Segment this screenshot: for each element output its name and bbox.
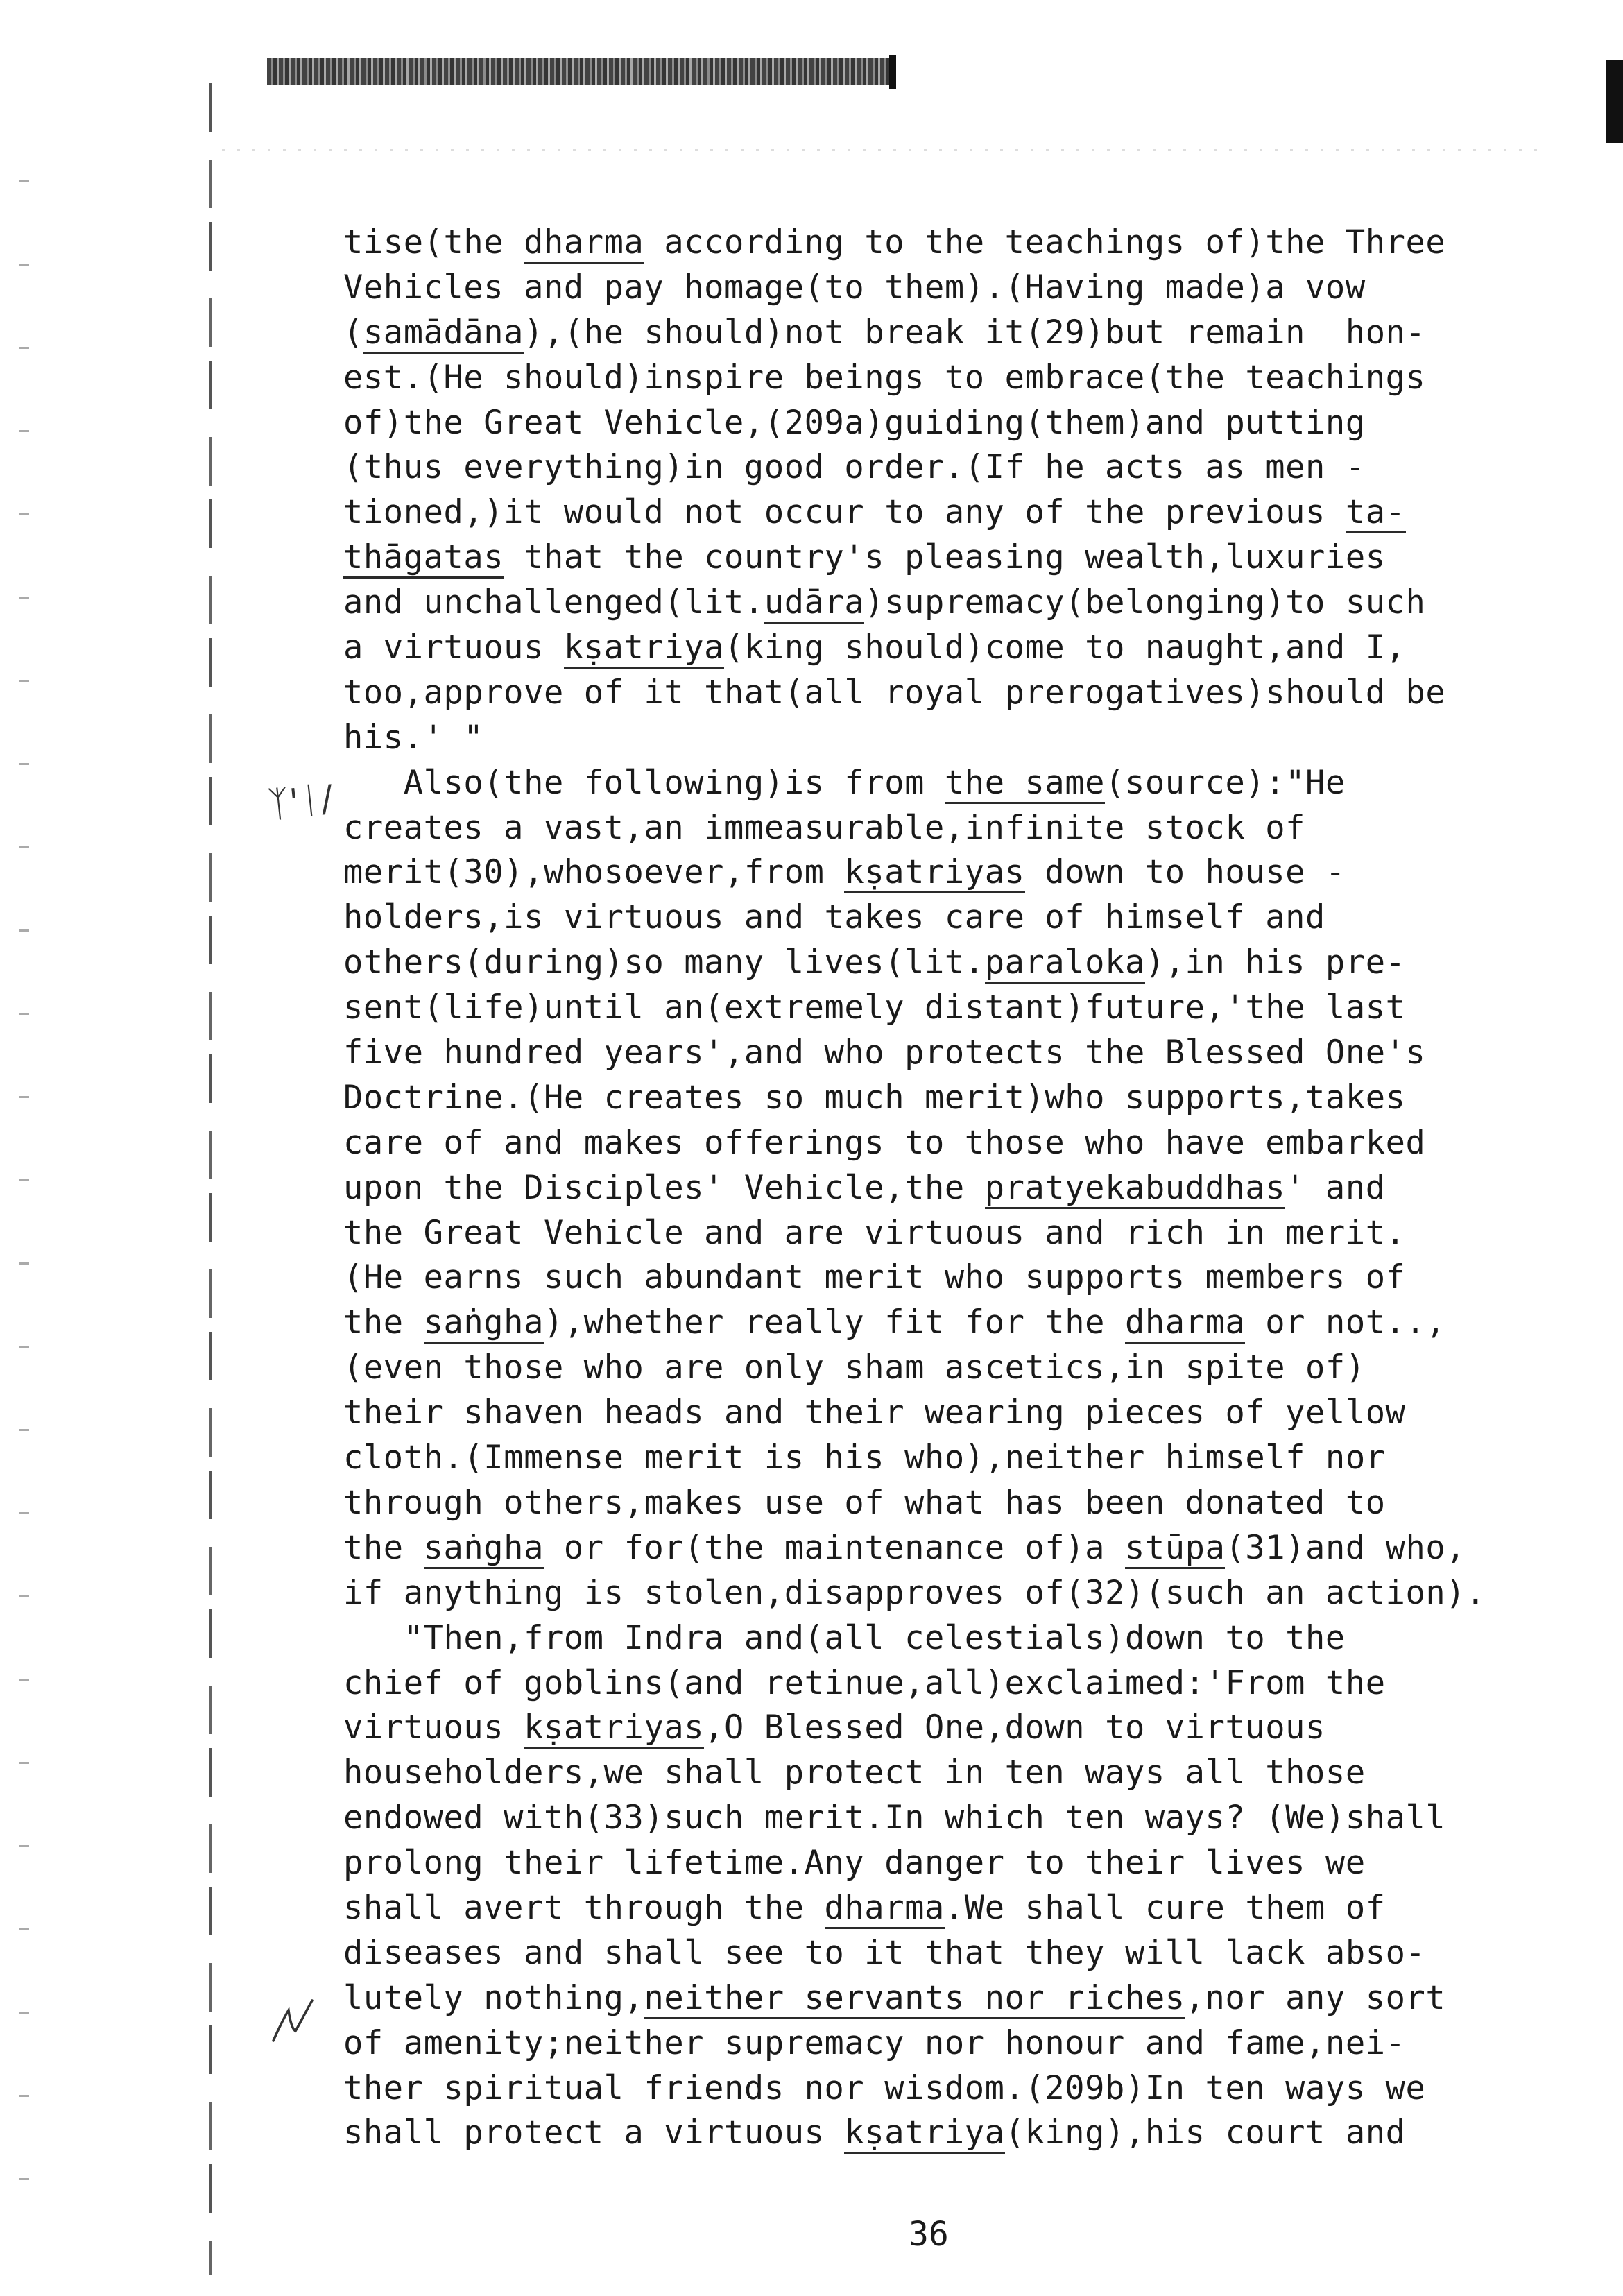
text-line [343,1256,1599,1301]
text-run: ),(he should)not break it(29)but remain hon- [524,313,1426,352]
text-line [343,1346,1599,1391]
text-line [343,1031,1599,1076]
text-run: Doctrine.(He creates so much merit)who supports,takes [343,1078,1406,1117]
underlined-term: paraloka [985,943,1145,984]
underlined-term: saṅgha [424,1529,544,1569]
text-line [343,1751,1599,1796]
text-run: (31)and who, [1225,1528,1466,1567]
text-run: )supremacy(belonging)to such [864,583,1426,622]
text-run: sent(life)until an(extremely distant)future,'the last [343,988,1406,1027]
text-line [343,581,1599,626]
text-run: merit(30),whosoever,from [343,853,845,892]
text-run: that the country's pleasing wealth,luxuries [504,538,1386,577]
body-text [343,221,1599,2156]
underlined-term: the same [945,764,1105,804]
scan-top-dotted-line [222,149,1540,151]
handwritten-margin-note: ᛉ'ᛁ/ [266,778,336,826]
text-run: shall protect a virtuous [343,2114,845,2152]
text-run: of amenity;neither supremacy nor honour and fame,nei- [343,2023,1406,2062]
text-line [343,1526,1599,1571]
text-line [343,536,1599,581]
underlined-term: samādāna [363,314,524,354]
text-run: a virtuous [343,628,564,667]
text-line [343,1301,1599,1346]
scan-header-strip [267,58,895,85]
text-line [343,1436,1599,1481]
text-run: chief of goblins(and retinue,all)exclaimed:'From the [343,1663,1386,1702]
text-run: through others,makes use of what has been donated to [343,1483,1386,1522]
text-run: (thus everything)in good order.(If he acts as men - [343,448,1366,487]
text-run: Also(the following)is from [343,763,945,802]
text-line [343,1841,1599,1886]
text-run: down to house - [1024,853,1346,892]
text-line [343,1706,1599,1751]
text-line [343,311,1599,356]
text-run: ),whether really fit for the [543,1303,1125,1342]
text-line [343,401,1599,446]
text-run: shall avert through the [343,1888,825,1927]
text-line [343,266,1599,311]
underlined-term: stūpa [1125,1529,1225,1569]
text-run: lutely nothing, [343,1978,644,2017]
text-line [343,1481,1599,1526]
text-run: diseases and shall see to it that they will lack abso- [343,1933,1426,1972]
text-run: of)the Great Vehicle,(209a)guiding(them)and putting [343,403,1366,442]
text-run: the Great Vehicle and are virtuous and rich in merit. [343,1213,1406,1252]
text-run: cloth.(Immense merit is his who),neither himself nor [343,1439,1386,1477]
text-line [343,941,1599,986]
text-line [343,1886,1599,1931]
text-run: tioned,)it would not occur to any of the previous [343,493,1346,532]
text-run: or not.., [1245,1303,1446,1342]
text-run: ),in his pre- [1144,943,1406,982]
page-number: 36 [909,2215,949,2254]
text-line [343,1121,1599,1166]
text-run: (even those who are only sham ascetics,in spite of) [343,1348,1366,1387]
text-run: (king),his court and [1004,2114,1406,2152]
text-run: ,nor any sort [1185,1978,1446,2017]
text-line [343,356,1599,401]
text-line [343,1796,1599,1841]
text-line [343,1211,1599,1256]
text-run: ' and [1285,1168,1386,1207]
text-line [343,1616,1599,1661]
text-run: care of and makes offerings to those who have embarked [343,1123,1426,1162]
underlined-term: kṣatriyas [844,853,1024,893]
text-line [343,986,1599,1031]
handwritten-check-icon [269,1996,318,2045]
text-line [343,850,1599,896]
text-run: or for(the maintenance of)a [543,1528,1125,1567]
text-run: holders,is virtuous and takes care of himself and [343,898,1325,937]
underlined-term: dharma [1125,1303,1245,1344]
text-run: tise(the [343,223,524,262]
text-line [343,806,1599,851]
text-run: (source):"He [1105,763,1346,802]
text-run: ( [343,313,363,352]
text-run: the [343,1528,424,1567]
text-run: others(during)so many lives(lit. [343,943,985,982]
text-run: Vehicles and pay homage(to them).(Having made)a vow [343,268,1366,307]
underlined-term: kṣatriya [844,2114,1004,2154]
text-line [343,626,1599,671]
underlined-term: kṣatriya [564,628,724,669]
text-run: endowed with(33)such merit.In which ten ways? (We)shall [343,1799,1446,1837]
text-run: .We shall cure them of [944,1888,1386,1927]
left-margin-rule [209,83,212,2275]
text-line [343,1931,1599,1976]
text-run: (king should)come to naught,and I, [724,628,1406,667]
text-run: according to the teachings of)the Three [644,223,1446,262]
underlined-term: saṅgha [424,1303,544,1344]
underlined-term: kṣatriyas [524,1708,704,1749]
text-line [343,1391,1599,1436]
text-line [343,1076,1599,1121]
text-run: the [343,1303,424,1342]
text-run: if anything is stolen,disapproves of(32)(such an action). [343,1573,1486,1612]
text-run: their shaven heads and their wearing pieces of yellow [343,1394,1406,1432]
text-line [343,671,1599,716]
text-run: upon the Disciples' Vehicle,the [343,1168,985,1207]
underlined-term: neither servants nor riches [644,1979,1185,2019]
text-run: est.(He should)inspire beings to embrace(the teachings [343,358,1426,397]
text-line [343,2021,1599,2066]
underlined-term: dharma [524,223,644,264]
text-line [343,2111,1599,2156]
text-line [343,221,1599,266]
text-run: and unchallenged(lit. [343,583,764,622]
scan-edge-marks [19,180,29,2247]
text-line [343,761,1599,806]
underlined-term: thāgatas [343,538,504,579]
text-run: creates a vast,an immeasurable,infinite stock of [343,808,1306,847]
text-run: virtuous [343,1708,524,1747]
text-line [343,896,1599,941]
underlined-term: ta- [1346,493,1406,533]
text-run: ,O Blessed One,down to virtuous [704,1708,1325,1747]
text-line [343,445,1599,490]
text-run: prolong their lifetime.Any danger to their lives we [343,1844,1366,1883]
text-run: householders,we shall protect in ten ways all those [343,1754,1366,1792]
underlined-term: pratyekabuddhas [985,1169,1285,1209]
text-run: his.' " [343,718,484,757]
text-run: ther spiritual friends nor wisdom.(209b)In ten ways we [343,2068,1426,2107]
text-line [343,716,1599,761]
text-line [343,1571,1599,1616]
text-line [343,2066,1599,2111]
text-line [343,1166,1599,1211]
underlined-term: udāra [764,583,864,624]
text-line [343,490,1599,536]
text-run: "Then,from Indra and(all celestials)down to the [343,1618,1346,1657]
scan-header-strip-end [889,55,896,89]
text-run: too,approve of it that(all royal prerogatives)should be [343,673,1446,712]
text-line [343,1976,1599,2021]
text-run: five hundred years',and who protects the Blessed One's [343,1034,1426,1072]
text-run: (He earns such abundant merit who supports members of [343,1258,1406,1297]
scan-corner-mark [1606,60,1623,143]
underlined-term: dharma [825,1889,945,1929]
text-line [343,1661,1599,1706]
